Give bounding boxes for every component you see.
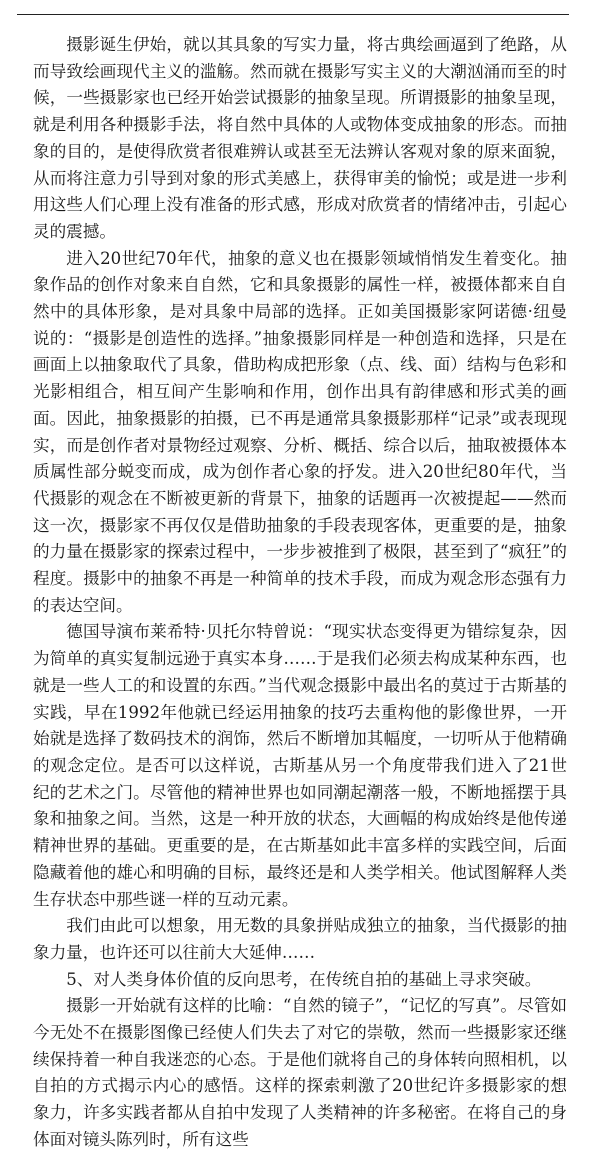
paragraph: 进入20世纪70年代，抽象的意义也在摄影领域悄悄发生着变化。抽象作品的创作对象来自自然，它和具象摄影的属性一样，被摄体都来自自然中的具体形象，是对具象中局部的选择。正如美国摄影家阿诺德·纽曼说的：“摄影是创造性的选择。”抽象摄影同样是一种创造和选择，只是在画面上以抽象取代了具象，借助构成把形象（点、线、面）结构与色彩和光影相组合，相互间产生影响和作用，创作出具有韵律感和形式美的画面。因此，抽象摄影的拍摄，已不再是通常具象摄影那样“记录”或表现现实，而是创作者对景物经过观察、分析、概括、综合以后，抽取被摄体本质属性部分蜕变而成，成为创作者心象的抒发。进入20世纪80年代，当代摄影的观念在不断被更新的背景下，抽象的话题再一次被提起——然而这一次，摄影家不再仅仅是借助抽象的手段表现客体，更重要的是，抽象的力量在摄影家的探索过程中，一步步被推到了极限，甚至到了“疯狂”的程度。摄影中的抽象不再是一种简单的技术手段，而成为观念形态强有力的表达空间。 <box>33 248 567 615</box>
section-heading: 5、对人类身体价值的反向思考，在传统自拍的基础上寻求突破。 <box>66 969 542 989</box>
paragraph: 摄影诞生伊始，就以其具象的写实力量，将古典绘画逼到了绝路，从而导致绘画现代主义的滥觞。然而就在摄影写实主义的大潮汹涌而至的时候，一些摄影家也已经开始尝试摄影的抽象呈现。所谓摄影的抽象呈现，就是利用各种摄影手法，将自然中具体的人或物体变成抽象的形态。而抽象的目的，是使得欣赏者很难辨认或甚至无法辨认客观对象的原来面貌，从而将注意力引导到对象的形式美感上，获得审美的愉悦；或是进一步利用这些人们心理上没有准备的形式感，形成对欣赏者的情绪冲击，引起心灵的震撼。 <box>33 35 567 241</box>
paragraph: 我们由此可以想象，用无数的具象拼贴成独立的抽象，当代摄影的抽象力量，也许还可以往前大大延伸…… <box>33 916 567 962</box>
page-top-rule <box>17 14 569 15</box>
article-body <box>33 32 567 1154</box>
paragraph: 德国导演布莱希特·贝托尔特曾说：“现实状态变得更为错综复杂，因为简单的真实复制远逊于真实本身……于是我们必须去构成某种东西，也就是一些人工的和设置的东西。”当代观念摄影中最出名的莫过于古斯基的实践，早在1992年他就已经运用抽象的技巧去重构他的影像世界，一开始就是选择了数码技术的润饰，然后不断增加其幅度，一切听从于他精确的观念定位。是否可以这样说，古斯基从另一个角度带我们进入了21世纪的艺术之门。尽管他的精神世界也如同潮起潮落一般，不断地摇摆于具象和抽象之间。当然，这是一种开放的状态，大画幅的构成始终是他传递精神世界的基础。更重要的是，在古斯基如此丰富多样的实践空间，后面隐藏着他的雄心和明确的目标，最终还是和人类学相关。他试图解释人类生存状态中那些谜一样的互动元素。 <box>33 622 567 909</box>
paragraph: 摄影一开始就有这样的比喻：“自然的镜子”，“记忆的写真”。尽管如今无处不在摄影图像已经使人们失去了对它的崇敬，然而一些摄影家还继续保持着一种自我迷恋的心态。于是他们就将自己的身体转向照相机，以自拍的方式揭示内心的感悟。这样的探索刺激了20世纪许多摄影家的想象力，许多实践者都从自拍中发现了人类精神的许多秘密。在将自己的身体面对镜头陈列时，所有这些 <box>33 996 567 1149</box>
